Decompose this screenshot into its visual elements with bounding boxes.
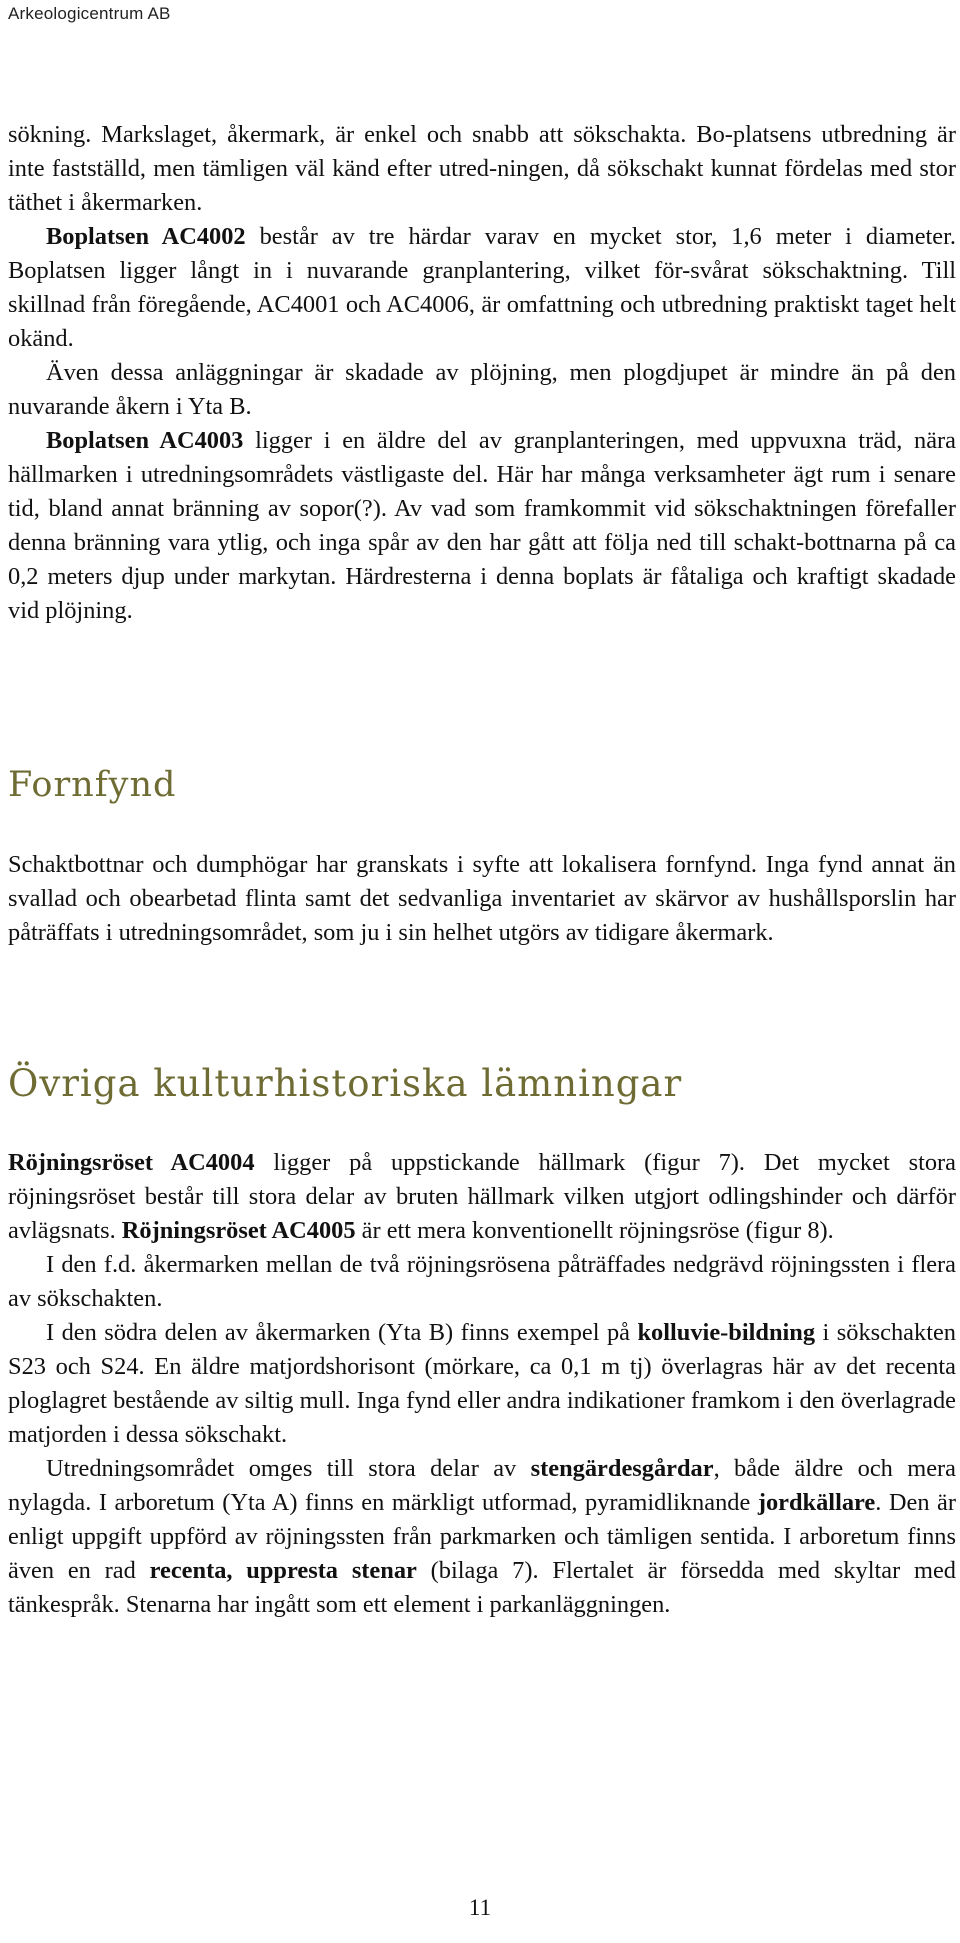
paragraph-text: i sökschakten S23 och S24. En äldre matjordshorisont (mörkare, ca 0,1 m tj) överlagras här av det recenta ploglagret bestående av siltig mull. Inga fynd eller andra indikationer framkom i den överlagrade matjorden i dessa sökschakt.: [8, 1319, 956, 1448]
bold-term: Boplatsen AC4003: [46, 427, 244, 454]
paragraph-text: Utredningsområdet omges till stora delar av: [46, 1455, 531, 1482]
paragraph: [8, 1452, 956, 1622]
paragraph: [8, 1248, 956, 1316]
paragraph: sökning. Markslaget, åkermark, är enkel och snabb att sökschakta. Bo-platsens utbredning är inte fastställd, men tämligen väl känd efter utred-ningen, då sökschakt kunnat fördelas med stor täthet i åkermarken.: [8, 121, 956, 216]
bold-term: Röjningsröset AC4005: [121, 1217, 356, 1244]
paragraph: [8, 220, 956, 356]
paragraph-text: ligger i en äldre del av granplanteringen, med uppvuxna träd, nära hällmarken i utredningsområdets västligaste del. Här har många verksamheter ägt rum i senare tid, bland annat bränning av sopor(?). Av vad som framkommit vid sökschaktningen förefaller denna bränning vara ytlig, och inga spår av den har gått att följa ned till schakt-bottnarna på ca 0,2 meters djup under markytan. Härdresterna i denna boplats är fåtaliga och kraftigt skadade vid plöjning.: [8, 427, 956, 624]
body-text-fornfynd: [8, 848, 956, 950]
body-text-ovriga: [8, 1146, 956, 1622]
paragraph: Även dessa anläggningar är skadade av plöjning, men plogdjupet är mindre än på den nuvarande åkern i Yta B.: [8, 359, 956, 420]
paragraph-text: är ett mera konventionellt röjningsröse (figur 8).: [355, 1217, 834, 1244]
section-heading-ovriga: Övriga kulturhistoriska lämningar: [8, 1062, 683, 1105]
paragraph-text: ligger på uppstickande hällmark (figur 7). Det mycket stora röjningsröset består till stora delar av bruten hällmark vilken utgjort odlingshinder och därför avlägsnats.: [8, 1149, 957, 1244]
paragraph: [8, 1316, 956, 1452]
paragraph-text: (bilaga 7). Flertalet är försedda med skyltar med tänkespråk. Stenarna har ingått som ett element i parkanläggningen.: [8, 1557, 957, 1618]
paragraph-text: består av tre härdar varav en mycket stor, 1,6 meter i diameter. Boplatsen ligger långt in i nuvarande granplantering, vilket för-svårat sökschaktning. Till skillnad från föregående, AC4001 och AC4006, är omfattning och utbredning praktiskt taget helt okänd.: [8, 223, 956, 352]
paragraph: [8, 1146, 956, 1248]
paragraph-text: , både äldre och mera nylagda. I arboretum (Yta A) finns en märkligt utformad, pyramidliknande: [8, 1455, 956, 1516]
bold-term: kolluvie-bildning: [637, 1319, 816, 1346]
running-header: Arkeologicentrum AB: [8, 4, 171, 23]
section-heading-fornfynd: Fornfynd: [8, 765, 177, 805]
bold-term: Boplatsen AC4002: [46, 223, 246, 250]
paragraph: [8, 424, 956, 628]
paragraph-text: I den f.d. åkermarken mellan de två röjningsrösena påträffades nedgrävd röjningssten i flera av sökschakten.: [8, 1251, 956, 1312]
paragraph-text: . Den är enligt uppgift uppförd av röjningssten från parkmarken och tämligen sentida. I arboretum finns även en rad: [8, 1489, 956, 1584]
bold-term: recenta, uppresta stenar: [149, 1557, 417, 1584]
paragraph-text: I den södra delen av åkermarken (Yta B) finns exempel på: [46, 1319, 638, 1346]
body-text-boplatser: [8, 118, 956, 628]
bold-term: Röjningsröset AC4004: [8, 1149, 255, 1176]
bold-term: jordkällare: [757, 1489, 876, 1516]
page-number: 11: [468, 1895, 492, 1920]
paragraph: Schaktbottnar och dumphögar har granskats i syfte att lokalisera fornfynd. Inga fynd annat än svallad och obearbetad flinta samt det sedvanliga inventariet av skärvor av hushållsporslin har påträffats i utredningsområdet, som ju i sin helhet utgörs av tidigare åkermark.: [8, 851, 956, 946]
bold-term: stengärdesgårdar: [530, 1455, 714, 1482]
